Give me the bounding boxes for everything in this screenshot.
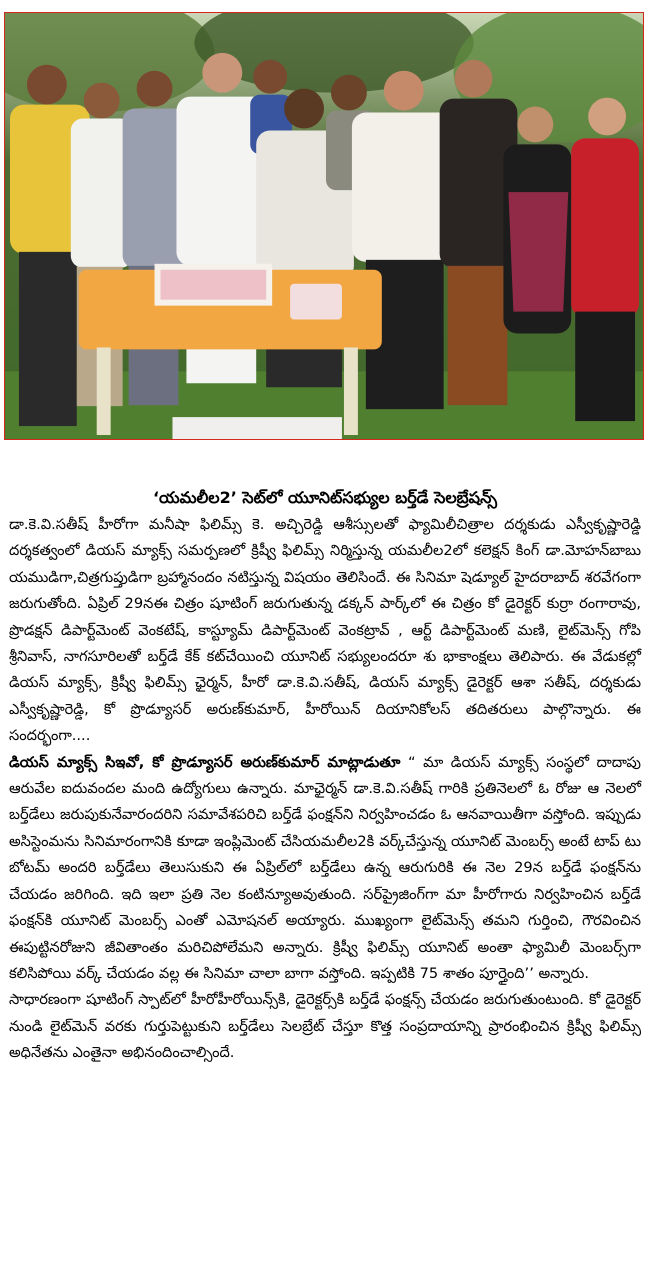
person-11 — [571, 98, 639, 421]
article-headline: ‘యమలీల2’ సెట్‌లో యూనిట్‌సభ్యుల బర్త్‌డే సెలబ్రేషన్స్‌ — [152, 488, 498, 507]
group-photo — [4, 12, 644, 440]
article-paragraph-2 — [9, 750, 641, 988]
article-paragraph-2-body: “ మా డియస్‌ మ్యాక్స్‌ సంస్థలో దాదాపు ఆరువేల ఐదువందల మంది ఉద్యోగులు ఉన్నారు. మాఛైర్మన్‌ డా.కె.వి.సతీష్‌ గారికి ప్రతినెలలో ఓ రోజు ఆ నెలలో బర్త్‌డేలు జరుపుకునేవారందరిని సమావేశపరిచి బర్త్‌డే ఫంక్షన్‌ని నిర్వహించడం ఓ ఆనవాయితీగా వస్తోంది. ఇప్పుడు అసిస్టెంమను సినిమారంగానికి కూడా ఇంప్లిమెంట్‌ చేసియమలీల2కి వర్క్‌చేస్తున్న యూనిట్‌ మెంబర్స్‌ అంటే టాప్‌ టు బోటమ్‌ అందరి బర్త్‌డేలు తెలుసుకుని ఈ ఏప్రిల్‌లో బర్త్‌డేలు ఉన్న ఆరుగురికి ఈ నెల 29న బర్త్‌డే ఫంక్షన్‌ను చేయడం జరిగింది. ఇది ఇలా ప్రతి నెల కంటిన్యూఅవుతుంది. సర్‌ప్రైజింగ్‌గా మా హీరోగారు నిర్వహించిన బర్త్‌డే ఫంక్షన్‌కి యూనిట్‌ మెంబర్స్‌ ఎంతో ఎమోషనల్‌ అయ్యారు. ముఖ్యంగా లైట్‌మెన్స్‌ తమని గుర్తించి, గౌరవించిన ఈపుట్టినరోజుని జీవితాంతం మరిచిపోలేమని అన్నారు. క్రిష్వీ ఫిలిమ్స్‌ యూనిట్‌ అంతా ఫ్యామిలీ మెంబర్స్‌గా కలిసిపోయి వర్క్‌ చేయడం వల్ల ఈ సినిమా చాలా బాగా వస్తోంది. ఇప్పటికి 75 శాతం పూర్తైంది’’ అన్నారు. — [9, 753, 642, 982]
article-paragraph-2-lead: డియస్‌ మ్యాక్స్‌ సిఇవో, కో ప్రొడ్యూసర్‌ అరుణ్‌కుమార్‌ మాట్లాడుతూ — [9, 753, 401, 771]
article-paragraph-1: డా.కె.వి.సతీష్‌ హీరోగా మనీషా ఫిలిమ్స్‌ కె. అచ్చిరెడ్డి ఆశీస్సులతో ఫ్యామిలీచిత్రాల దర్శకుడు ఎస్వీకృష్ణారెడ్డి దర్శకత్వంలో డియస్‌ మ్యాక్స్‌ సమర్పణలో క్రిష్వీ ఫిలిమ్స్‌ నిర్మిస్తున్న యమలీల2లో కలెక్షన్‌ కింగ్‌ డా.మోహన్‌బాబు యముడిగా,చిత్రగుప్తుడిగా బ్రహ్మానందం నటిస్తున్న విషయం తెలిసిందే. ఈ సినిమా షెడ్యూల్‌ హైదరాబాద్‌ శరవేగంగా జరుగుతోంది. ఏప్రిల్‌ 29నఈ చిత్రం షూటింగ్‌ జరుగుతున్న డక్కన్‌ పార్క్‌లో ఈ చిత్రం కో డైరెక్టర్‌ కుర్రా రంగారావు, ప్రొడక్షన్‌ డిపార్ట్‌మెంట్‌ వెంకటేష్‌, కాస్ట్యూమ్‌ డిపార్ట్‌మెంట్‌ వెంకట్రావ్‌ , ఆర్ట్‌ డిపార్ట్‌మెంట్‌ మణి, లైట్‌మెన్స్‌ గోపి శ్రీనివాస్‌, నాగసూరిలతో బర్త్‌డే కేక్‌ కట్‌చేయించి యూనిట్‌ సభ్యులందరూ శు భాకాంక్షలు తెలిపారు. ఈ వేడుకల్లో డియస్‌ మ్యాక్స్‌, క్రిష్వీ ఫిలిమ్స్‌ ఛైర్మన్‌, హీరో డా.కె.వి.సతీష్‌, డియస్‌ మ్యాక్స్‌ డైరెక్టర్‌ ఆశా సతీష్‌, దర్శకుడు ఎస్వీకృష్ణారెడ్డి, కో ప్రొడ్యూసర్‌ అరుణ్‌కుమార్‌, హీరోయిన్‌ దియానికోలస్‌ తదితరులు పాల్గొన్నారు. ఈ సందర్భంగా.... — [9, 516, 641, 745]
article-paragraph-3: సాధారణంగా షూటింగ్‌ స్పాట్‌లో హీరోహీరోయిన్స్‌కి, డైరెక్టర్స్‌కి బర్త్‌డే ఫంక్షన్స్‌ చేయడం జరుగుతుంటుంది. కో డైరెక్టర్‌ నుండి లైట్‌మెన్‌ వరకు గుర్తుపెట్టుకుని బర్త్‌డేలు సెలబ్రేట్‌ చేస్తూ కొత్త సంప్రదాయాన్ని ప్రారంభించిన క్రిష్వీ ఫిలిమ్స్‌ అధినేతను ఎంతైనా అభినందించాల్సిందే. — [9, 991, 641, 1062]
group-photo-icon — [5, 13, 643, 439]
article — [9, 486, 641, 1067]
